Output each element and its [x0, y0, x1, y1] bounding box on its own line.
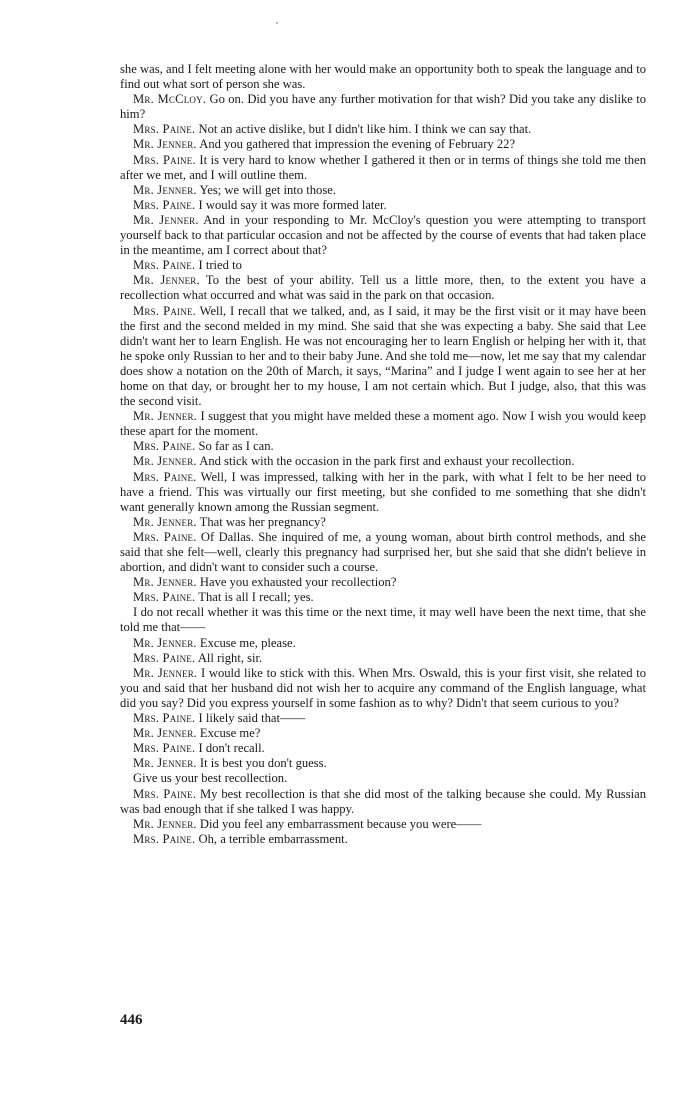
paragraph-text: Not an active dislike, but I didn't like him. I think we can say that. [198, 122, 532, 137]
testimony-paragraph [120, 454, 646, 469]
speaker-name: Mrs. Paine. [133, 303, 197, 318]
testimony-paragraph [120, 590, 646, 605]
speaker-name: Mrs. Paine. [133, 122, 196, 137]
paragraph-text: I would say it was more formed later. [198, 197, 387, 212]
testimony-paragraph [120, 439, 646, 454]
testimony-paragraph [120, 726, 646, 741]
speaker-name: Mr. Jenner. [133, 212, 199, 227]
testimony-paragraph [120, 470, 646, 515]
paragraph-text: Give us your best recollection. [133, 771, 288, 786]
paragraph-text: Of Dallas. She inquired of me, a young woman, about birth control methods, and she said that she felt—well, clearly this pregnancy had surprised her, but she said that she didn't believe in abortion, and didn't want to consider such a course. [120, 529, 646, 575]
speaker-name: Mr. Jenner. [133, 726, 197, 741]
speaker-name: Mr. Jenner. [133, 273, 200, 288]
speaker-name: Mrs. Paine. [133, 711, 196, 726]
testimony-paragraph [120, 409, 646, 439]
testimony-paragraph [120, 832, 646, 847]
paragraph-text: That was her pregnancy? [199, 514, 326, 529]
paragraph-text: I don't recall. [198, 741, 265, 756]
testimony-paragraph [120, 605, 646, 635]
paragraph-text: I likely said that—— [198, 711, 306, 726]
testimony-paragraph [120, 741, 646, 756]
testimony-paragraph [120, 213, 646, 258]
speaker-name: Mrs. Paine. [133, 152, 196, 167]
testimony-paragraph [120, 198, 646, 213]
speaker-name: Mr. Jenner. [133, 665, 198, 680]
paragraph-text: Excuse me? [199, 726, 261, 741]
speaker-name: Mrs. Paine. [133, 831, 196, 846]
paragraph-text: Excuse me, please. [199, 635, 296, 650]
testimony-text [120, 62, 646, 847]
paragraph-text: Have you exhausted your recollection? [199, 575, 397, 590]
paragraph-text: It is very hard to know whether I gathered it then or in terms of things she told me then after we met, and I will outline them. [120, 152, 646, 182]
paragraph-text: I do not recall whether it was this time or the next time, it may well have been the next time, that she told me that—— [120, 605, 646, 635]
testimony-paragraph [120, 304, 646, 410]
speaker-name: Mrs. Paine. [133, 741, 196, 756]
testimony-paragraph [120, 515, 646, 530]
paragraph-text: All right, sir. [197, 650, 263, 665]
paragraph-text: So far as I can. [198, 439, 274, 454]
speaker-name: Mrs. Paine. [133, 786, 197, 801]
speaker-name: Mr. Jenner. [133, 409, 198, 424]
paragraph-text: Go on. Did you have any further motivation for that wish? Did you take any dislike to him? [120, 92, 646, 122]
testimony-paragraph [120, 62, 646, 92]
speaker-name: Mr. Jenner. [133, 514, 197, 529]
page-number: 446 [120, 1012, 143, 1028]
paragraph-text: It is best you don't guess. [199, 756, 327, 771]
paragraph-text: Did you feel any embarrassment because you were—— [199, 816, 482, 831]
paragraph-text: Yes; we will get into those. [199, 182, 336, 197]
testimony-paragraph [120, 636, 646, 651]
speaker-name: Mrs. Paine. [133, 469, 197, 484]
speaker-name: Mrs. Paine. [133, 590, 196, 605]
testimony-paragraph [120, 651, 646, 666]
testimony-paragraph [120, 711, 646, 726]
testimony-paragraph [120, 122, 646, 137]
speaker-name: Mr. Jenner. [133, 182, 197, 197]
paragraph-text: I suggest that you might have melded these a moment ago. Now I wish you would keep these apart for the moment. [120, 409, 647, 439]
paragraph-text: That is all I recall; yes. [198, 590, 314, 605]
speaker-name: Mrs. Paine. [133, 650, 196, 665]
testimony-paragraph [120, 530, 646, 575]
paragraph-text: My best recollection is that she did most of the talking because she could. My Russian was bad enough that if she talked I was happy. [120, 786, 646, 816]
paragraph-text: she was, and I felt meeting alone with her would make an opportunity both to speak the language and to find out what sort of person she was. [120, 62, 646, 92]
testimony-paragraph [120, 183, 646, 198]
testimony-paragraph [120, 273, 646, 303]
speaker-name: Mr. Jenner. [133, 454, 197, 469]
speaker-name: Mr. Jenner. [133, 635, 197, 650]
testimony-paragraph [120, 258, 646, 273]
speaker-name: Mr. McCloy. [133, 92, 207, 107]
paragraph-text: Well, I recall that we talked, and, as I said, it may be the first visit or it may have been the first and the second melded in my mind. She said that she was expecting a baby. She said that Lee didn't want her to learn English. He was not encouraging her to learn English or helping her with it, that he spoke only Russian to her and to their baby June. And she told me—now, let me say that my calendar does show a notation on the 20th of March, it says, “Marina” and I judge I went again to see her at her home on that day, or brought her to my house, I am not certain which. But I judge, also, that this was the second visit. [120, 303, 647, 409]
paragraph-text: I tried to [198, 258, 242, 273]
paragraph-text: And stick with the occasion in the park first and exhaust your recollection. [199, 454, 575, 469]
testimony-paragraph [120, 575, 646, 590]
testimony-paragraph [120, 153, 646, 183]
paragraph-text: I would like to stick with this. When Mrs. Oswald, this is your first visit, she related to you and said that her husband did not wish her to acquire any command of the English language, what did you say? Did you express yourself in some fashion as to why? Didn't that seem curious to you? [120, 665, 646, 710]
speaker-name: Mrs. Paine. [133, 197, 196, 212]
testimony-paragraph [120, 666, 646, 711]
testimony-paragraph [120, 756, 646, 771]
speaker-name: Mr. Jenner. [133, 575, 197, 590]
paragraph-text: Well, I was impressed, talking with her in the park, with what I felt to be her need to have a friend. This was virtually our first meeting, but she confided to me something that she didn't want generally known among the Russian segment. [120, 469, 647, 514]
testimony-paragraph [120, 787, 646, 817]
paragraph-text: And you gathered that impression the evening of February 22? [199, 137, 516, 152]
speaker-name: Mrs. Paine. [133, 529, 197, 544]
testimony-paragraph [120, 92, 646, 122]
testimony-paragraph [120, 137, 646, 152]
testimony-paragraph [120, 817, 646, 832]
speaker-name: Mr. Jenner. [133, 756, 197, 771]
paragraph-text: To the best of your ability. Tell us a little more, then, to the extent you have a recollection what occurred and what was said in the park on that occasion. [120, 273, 647, 303]
scan-speck [276, 22, 278, 24]
speaker-name: Mr. Jenner. [133, 816, 197, 831]
testimony-paragraph [120, 771, 646, 786]
speaker-name: Mrs. Paine. [133, 258, 196, 273]
paragraph-text: Oh, a terrible embarrassment. [198, 831, 348, 846]
speaker-name: Mr. Jenner. [133, 137, 197, 152]
speaker-name: Mrs. Paine. [133, 439, 196, 454]
paragraph-text: And in your responding to Mr. McCloy's question you were attempting to transport yourself back to that particular occasion and not be affected by the course of events that had taken place in the meantime, am I correct about that? [120, 212, 646, 258]
